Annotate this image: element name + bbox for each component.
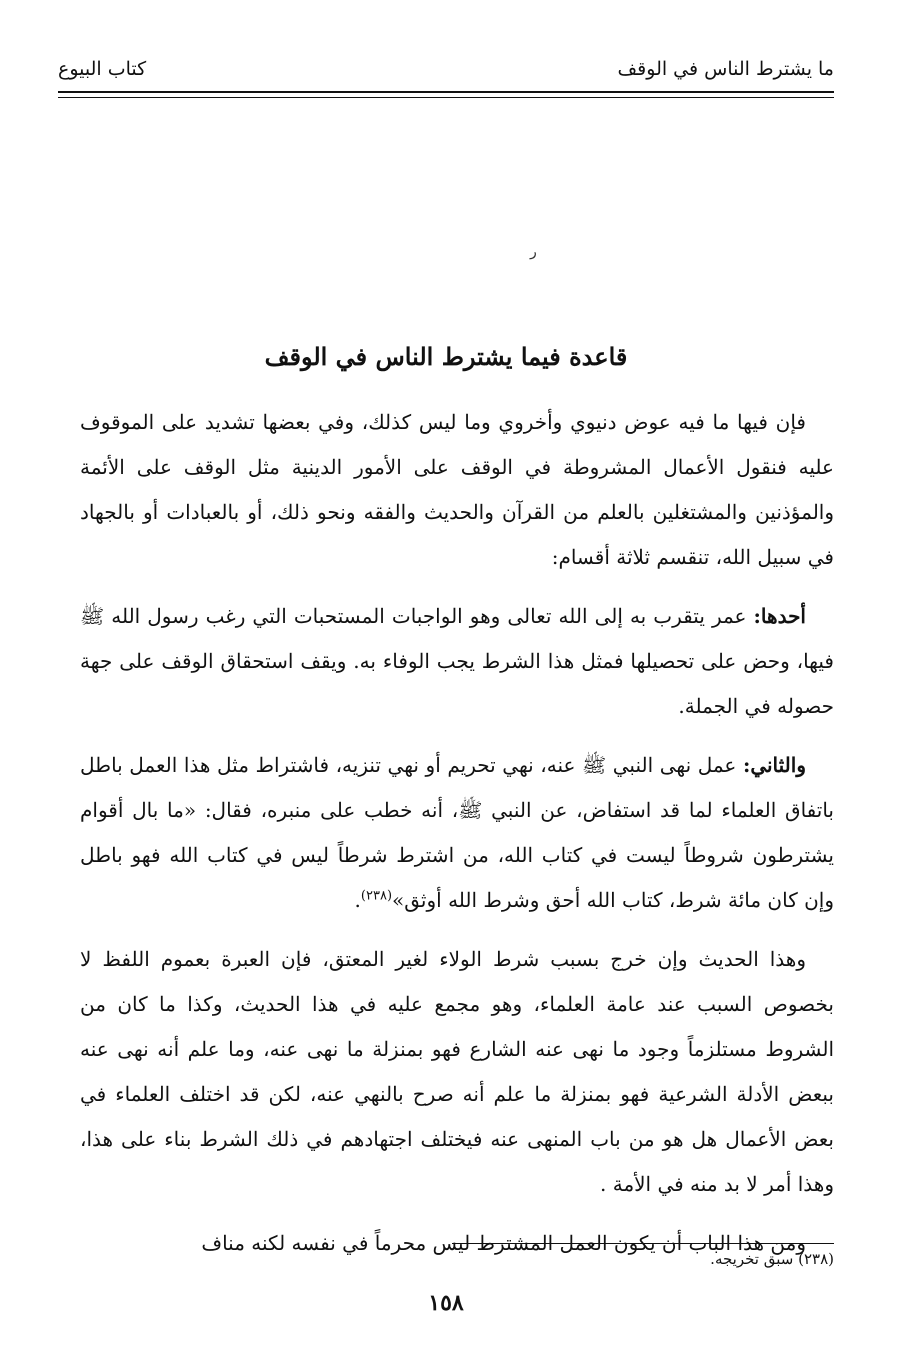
paragraph-second-category	[80, 743, 834, 923]
paragraph-first-category	[80, 594, 834, 729]
second-category-label: والثاني:	[742, 753, 806, 777]
first-category-label: أحدها:	[753, 604, 806, 628]
footnote: (٢٣٨) سبق تخريجه.	[710, 1250, 834, 1268]
second-category-text: عمل نهى النبي ﷺ عنه، نهي تحريم أو نهي تنزيه، فاشتراط مثل هذا العمل باطل باتفاق العلماء لما قد استفاض، عن النبي ﷺ، أنه خطب على منبره، فقال: «ما بال أقوام يشترطون شروطاً ليست في كتاب الله، من اشترط شرطاً ليس في كتاب الله فهو باطل وإن كان مائة شرط، كتاب الله أحق وشرط الله أوثق»	[80, 753, 834, 912]
page-number: ١٥٨	[428, 1290, 464, 1316]
running-header	[58, 58, 834, 92]
body-text	[80, 400, 834, 1280]
paragraph-continuation: ومن هذا الباب أن يكون العمل المشترط ليس محرماً في نفسه لكنه مناف	[201, 1231, 806, 1255]
footnote-reference: (٢٣٨)	[360, 888, 393, 904]
paragraph-hadith-discussion: وهذا الحديث وإن خرج بسبب شرط الولاء لغير المعتق، فإن العبرة بعموم اللفظ لا بخصوص السبب عند عامة العلماء، وهو مجمع عليه في هذا الحديث، وكذا ما كان من الشروط مستلزماً وجود ما نهى عنه الشارع فهو بمنزلة ما نهى عنه، وما علم أنه نهى عنه ببعض الأدلة الشرعية فهو بمنزلة ما علم أنه صرح بالنهي عنه، لكن قد اختلف العلماء في بعض الأعمال هل هو من باب المنهى عنه فيختلف اجتهادهم في ذلك الشرط بناء على هذا، وهذا أمر لا بد منه في الأمة .	[80, 947, 834, 1196]
header-section-title: ما يشترط الناس في الوقف	[617, 58, 834, 80]
footnote-rule	[452, 1243, 834, 1244]
first-category-text: عمر يتقرب به إلى الله تعالى وهو الواجبات المستحبات التي رغب رسول الله ﷺ فيها، وحض على تحصيلها فمثل هذا الشرط يجب الوفاء به. ويقف استحقاق الوقف على جهة حصوله في الجملة.	[80, 604, 834, 718]
second-category-end: .	[354, 888, 361, 912]
stray-ink-mark: ر	[530, 244, 537, 260]
header-book-title: كتاب البيوع	[58, 58, 147, 80]
header-rule	[58, 91, 834, 98]
paragraph-intro: فإن فيها ما فيه عوض دنيوي وأخروي وما ليس كذلك، وفي بعضها تشديد على الموقوف عليه فنقول الأعمال المشروطة في الوقف على الأمور الدينية مثل الوقف على الأئمة والمؤذنين والمشتغلين بالعلم من القرآن والحديث والفقه ونحو ذلك، أو بالعبادات أو بالجهاد في سبيل الله، تنقسم ثلاثة أقسام:	[80, 410, 834, 569]
section-heading: قاعدة فيما يشترط الناس في الوقف	[264, 342, 628, 371]
